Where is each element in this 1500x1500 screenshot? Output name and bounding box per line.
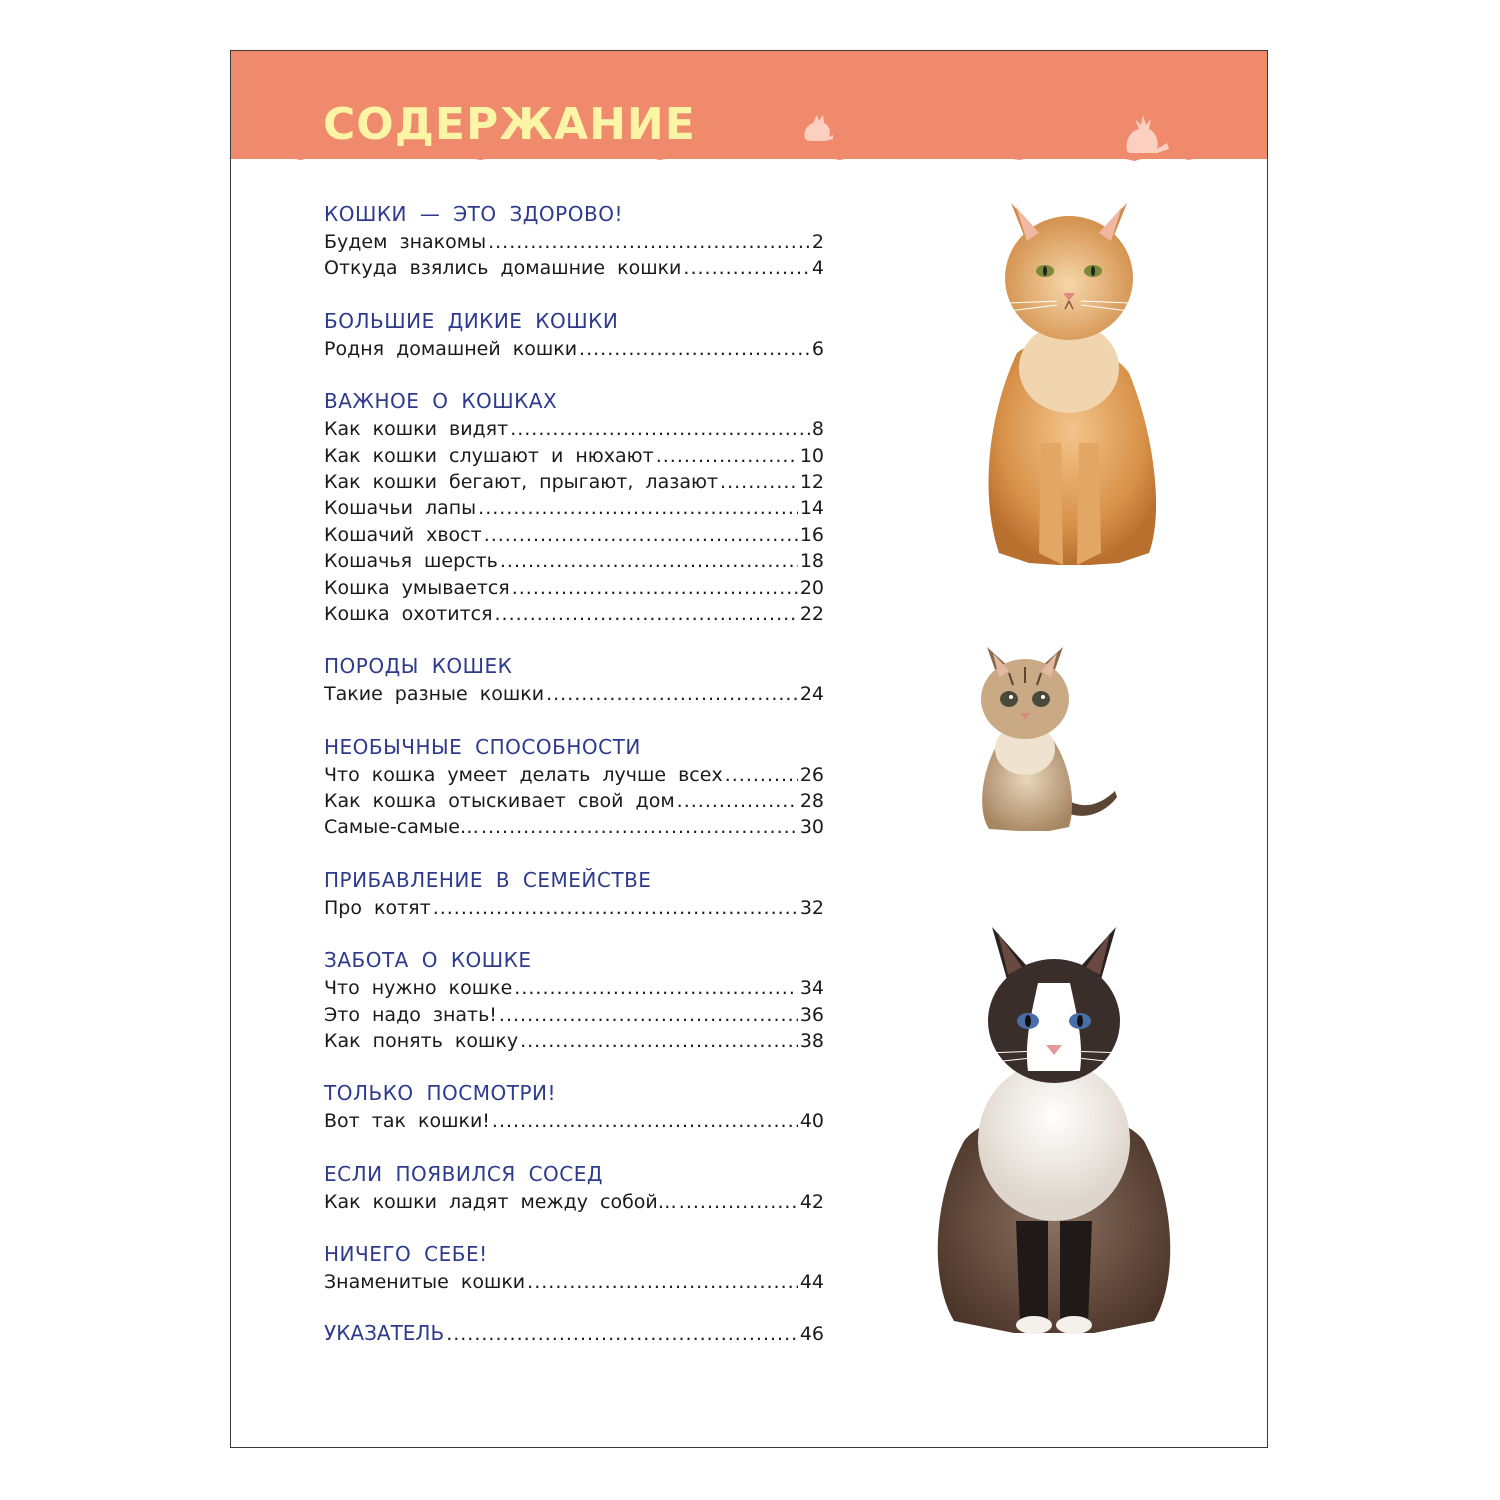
ginger-cat-photo: [969, 193, 1169, 573]
toc-entry[interactable]: [324, 814, 824, 840]
index-label: УКАЗАТЕЛЬ: [324, 1320, 445, 1345]
dot-leader: [656, 443, 798, 469]
dot-leader: [488, 229, 810, 255]
entry-label: Кошачьи лапы: [324, 497, 477, 520]
entry-label: Будем знакомы: [324, 231, 487, 253]
toc-entry[interactable]: [324, 1189, 824, 1215]
toc-entry[interactable]: [324, 788, 824, 814]
toc-section: [324, 199, 824, 282]
page-number: 36: [799, 1003, 824, 1026]
entry-label: Про котят: [324, 896, 431, 919]
toc-entry[interactable]: [324, 601, 824, 627]
section-title[interactable]: НИЧЕГО СЕБЕ!: [324, 1242, 488, 1267]
page-number: 16: [799, 523, 824, 546]
table-of-contents: [324, 199, 824, 1346]
section-title[interactable]: ПОРОДЫ КОШЕК: [324, 654, 513, 679]
contents-page: [230, 50, 1268, 1448]
page-number: 46: [799, 1322, 824, 1345]
section-title[interactable]: НЕОБЫЧНЫЕ СПОСОБНОСТИ: [324, 734, 641, 759]
page-number: 28: [799, 790, 824, 813]
section-title[interactable]: БОЛЬШИЕ ДИКИЕ КОШКИ: [324, 308, 619, 333]
toc-entry[interactable]: [324, 975, 824, 1001]
dot-leader: [514, 975, 798, 1001]
dot-leader: [495, 601, 798, 627]
entry-label: Вот так кошки!: [324, 1110, 490, 1133]
dot-leader: [492, 1108, 798, 1134]
section-title[interactable]: ЕСЛИ ПОЯВИЛСЯ СОСЕД: [324, 1161, 604, 1186]
dot-leader: [499, 1002, 798, 1028]
section-title[interactable]: ТОЛЬКО ПОСМОТРИ!: [324, 1081, 557, 1106]
page-number: 6: [811, 337, 824, 360]
dot-leader: [683, 255, 810, 281]
toc-section: [324, 1159, 824, 1215]
entry-label: Знаменитые кошки: [324, 1271, 526, 1294]
cat-silhouette-icon: [1113, 109, 1173, 155]
page-number: 4: [811, 257, 824, 280]
entry-label: Кошачий хвост: [324, 523, 482, 546]
kitten-photo: [969, 641, 1119, 833]
page-number: 32: [799, 896, 824, 919]
dot-leader: [546, 681, 798, 707]
section-title[interactable]: ЗАБОТА О КОШКЕ: [324, 948, 532, 973]
entry-label: Кошка охотится: [324, 602, 493, 625]
page-number: 42: [799, 1190, 824, 1213]
toc-entry[interactable]: [324, 443, 824, 469]
dot-leader: [446, 1321, 798, 1347]
entry-label: Как понять кошку: [324, 1030, 519, 1053]
entry-label: Кошка умывается: [324, 576, 510, 599]
toc-entry[interactable]: [324, 1108, 824, 1134]
entry-label: Как кошка отыскивает свой дом: [324, 790, 675, 813]
toc-section: [324, 1078, 824, 1134]
toc-section: [324, 945, 824, 1054]
dot-leader: [510, 416, 810, 442]
toc-entry[interactable]: [324, 762, 824, 788]
page-number: 22: [799, 602, 824, 625]
entry-label: Такие разные кошки: [324, 683, 545, 706]
page-number: 12: [799, 470, 824, 493]
toc-entry[interactable]: [324, 681, 824, 707]
entry-label: Что нужно кошке: [324, 977, 513, 1000]
toc-section: [324, 865, 824, 921]
page-number: 10: [799, 444, 824, 467]
toc-section: [324, 651, 824, 707]
toc-section: [324, 306, 824, 362]
toc-entry[interactable]: [324, 522, 824, 548]
entry-label: Как кошки бегают, прыгают, лазают: [324, 470, 719, 493]
dot-leader: [512, 575, 798, 601]
entry-label: Как кошки видят: [324, 418, 509, 441]
dot-leader: [484, 522, 798, 548]
cat-silhouette-icon: [799, 109, 839, 145]
entry-label: Откуда взялись домашние кошки: [324, 257, 682, 280]
entry-label: Это надо знать!: [324, 1003, 497, 1026]
page-number: 18: [799, 550, 824, 573]
toc-entry[interactable]: [324, 575, 824, 601]
toc-entry[interactable]: [324, 895, 824, 921]
toc-section: [324, 1239, 824, 1295]
page-number: 30: [799, 816, 824, 839]
dot-leader: [481, 814, 798, 840]
page-number: 2: [811, 231, 824, 253]
page-number: 24: [799, 683, 824, 706]
toc-entry[interactable]: [324, 229, 824, 255]
entry-label: Родня домашней кошки: [324, 337, 578, 360]
dot-leader: [725, 762, 798, 788]
toc-section: [324, 386, 824, 627]
section-title[interactable]: ПРИБАВЛЕНИЕ В СЕМЕЙСТВЕ: [324, 867, 652, 892]
dot-leader: [527, 1269, 798, 1295]
toc-section: [324, 732, 824, 841]
page-title: СОДЕРЖАНИЕ: [323, 99, 696, 150]
entry-label: Самые-самые…: [324, 816, 479, 839]
toc-entry[interactable]: [324, 416, 824, 442]
section-title[interactable]: ВАЖНОЕ О КОШКАХ: [324, 389, 558, 414]
entry-label: Как кошки ладят между собой…: [324, 1190, 677, 1213]
dot-leader: [520, 1028, 798, 1054]
dot-leader: [500, 548, 798, 574]
dot-leader: [679, 1189, 798, 1215]
toc-index-entry[interactable]: [324, 1320, 824, 1346]
toc-entry[interactable]: [324, 548, 824, 574]
toc-entry[interactable]: [324, 336, 824, 362]
page-number: 26: [799, 763, 824, 786]
entry-label: Что кошка умеет делать лучше всех: [324, 763, 723, 786]
dot-leader: [478, 495, 798, 521]
page-number: 8: [811, 418, 824, 441]
toc-entry[interactable]: [324, 1028, 824, 1054]
dot-leader: [677, 788, 798, 814]
entry-label: Как кошки слушают и нюхают: [324, 444, 654, 467]
page-number: 14: [799, 497, 824, 520]
page-number: 44: [799, 1271, 824, 1294]
dot-leader: [579, 336, 810, 362]
toc-entry[interactable]: [324, 1002, 824, 1028]
ragdoll-cat-photo: [924, 921, 1184, 1341]
section-title[interactable]: КОШКИ — ЭТО ЗДОРОВО!: [324, 202, 623, 226]
toc-entry[interactable]: [324, 1269, 824, 1295]
dot-leader: [433, 895, 798, 921]
toc-entry[interactable]: [324, 495, 824, 521]
page-number: 34: [799, 977, 824, 1000]
toc-entry[interactable]: [324, 255, 824, 281]
torn-edge-decoration: [231, 147, 1267, 169]
dot-leader: [720, 469, 798, 495]
page-number: 20: [799, 576, 824, 599]
page-number: 38: [799, 1030, 824, 1053]
entry-label: Кошачья шерсть: [324, 550, 498, 573]
page-number: 40: [799, 1110, 824, 1133]
toc-entry[interactable]: [324, 469, 824, 495]
